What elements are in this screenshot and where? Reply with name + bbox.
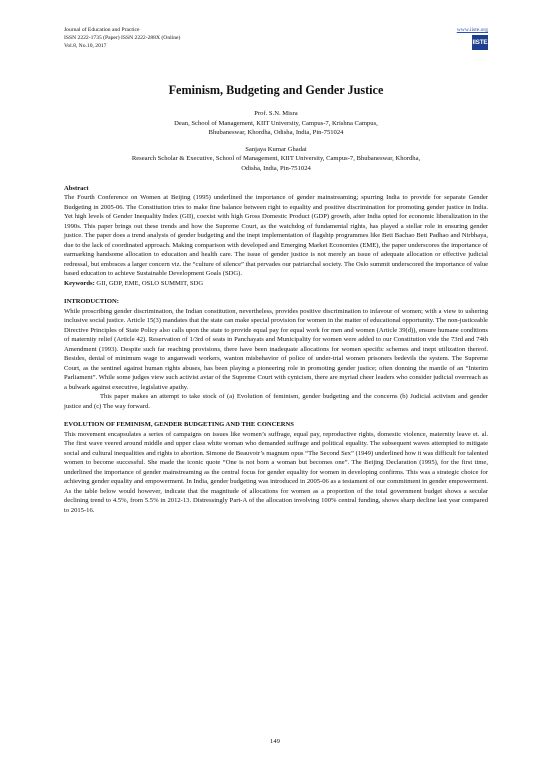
author-affiliation: Research Scholar & Executive, School of Management, KIIT University, Campus-7, Bhubaneswar, Khordha,	[131, 155, 421, 163]
author-block-1	[64, 109, 488, 138]
keywords-line	[64, 279, 488, 289]
author-block-2	[64, 145, 488, 174]
abstract-text: The Fourth Conference on Women at Beijing (1995) underlined the importance of gender mainstreaming; spurring India to provide for separate Gender Budgeting in 2005-06. The Constitution tries to make fine balance between right to equality and positive discrimination for promoting gender justice in India. Yet high levels of Gender Inequality Index (GII), coexist with high Gross Domestic Product (GDP) growth, after India opted for economic liberalization in the 1990s. This paper brings out these trends and how the Supreme Court, as the watchdog of fundamental rights, has played a stellar role in ensuring gender justice. The paper does a trend analysis of gender budgeting and the inept implementation of flagship programmes like Beti Bachao Beti Padhao and Nirbhaya, due to the lack of coordinated approach. Making comparison with developed and Emerging Market Economies (EME), the paper underscores the importance of earmarking handsome allocation to education and health care. The issue of gender justice is not merely an issue of adequate allocation or effective judicial redressal, but embraces a larger concern viz. the “culture of silence” that pervades our patriarchal society. The Oslo summit underscored the importance of value based education to achieve Sustainable Development Goals (SDG).	[64, 194, 488, 278]
page-number: 149	[270, 738, 280, 745]
introduction-heading: INTRODUCTION:	[64, 298, 119, 306]
paper-page	[64, 26, 488, 515]
journal-name: Journal of Education and Practice	[64, 27, 140, 33]
author-name: Sanjaya Kumar Ghadai	[245, 145, 307, 153]
author-affiliation: Odisha, India, Pin-751024	[241, 164, 311, 172]
author-affiliation: Dean, School of Management, KIIT University, Campus-7, Krishna Campus,	[174, 119, 378, 127]
evolution-paragraph: This movement encapsulates a series of campaigns on issues like women’s suffrage, equal pay, reproductive rights, domestic violence, maternity leave et. al. The first wave veered around middle and upper class white woman who demanded suffrage and political equality. The subsequent waves attempted to mitigate social and cultural inequalities and rights to abortion. Simone de Beauvoir’s magnum opus “The Second Sex” (1949) underlined how it was difficult for talented women to become successful. She made the iconic quote “One is not born a woman but becomes one”. The Beijing Declaration (1995), for the first time, underlined the importance of gender mainstreaming as the central focus for gender equality for women in developing confirms. This was a strategic choice for achieving gender equality and empowerment. In India, gender budgeting was introduced in 2005-06 as a testament of our commitment in gender empowerment. As the table below would however, indicate that the magnitude of allocations for women as a proportion of the total government budget shows a secular declining trend to 4.5%, from 5.5% in 2012-13. Distressingly Part-A of the allocation involving 100% central funding, shows sharp decline last year compared to 2015-16.	[64, 430, 488, 514]
abstract-heading: Abstract	[64, 184, 89, 192]
journal-volume: Vol.8, No.10, 2017	[64, 43, 107, 50]
author-name: Prof. S.N. Misra	[254, 110, 298, 117]
journal-header	[64, 26, 488, 53]
introduction-paragraph: While proscribing gender discrimination, the Indian constitution, nevertheless, provides positive discrimination to infavour of women; with a view to ushering inclusive social justice. Article 15(3) mandates that the state can make special provision for women in the matter of educational opportunity. The non-justiceable Directive Principles of State Policy also calls upon the state to provide equal pay for equal work for men and women (Article 39(d)), ensure humane conditions of maternity relief (Article 42). Reservation of 1/3rd of seats in Panchayats and Municipality for women were added to our Constitution vide the 73rd and 74th Amendment (1993). Despite such far reaching provisions, there have been inadequate allocations for women specific schemes and inept utilization thereof. Besides, denial of minimum wage to anganwadi workers, wanton misbehavior of police of under-trial women prisoners bedevils the system. The Supreme Court, as the sentinel against human rights abuses, has been playing a pioneering role in promoting gender justice; often donning the mantle of an “Interim Parliament”. While some judges view such activist avtar of the Supreme Court with cynicism, there are myriad cheer leaders who consider judicial overreach as a bulwark against executive, legislative apathy.	[64, 307, 488, 391]
journal-issn: ISSN 2222-1735 (Paper) ISSN 2222-288X (Online)	[64, 35, 181, 42]
keywords-label: Keywords:	[64, 279, 95, 287]
iiste-logo: IISTE	[472, 35, 488, 50]
journal-url-link[interactable]: www.iiste.org	[456, 27, 488, 33]
paper-title: Feminism, Budgeting and Gender Justice	[168, 83, 384, 97]
evolution-heading: EVOLUTION OF FEMINISM, GENDER BUDGETING AND THE CONCERNS	[64, 421, 294, 429]
author-affiliation: Bhubaneswar, Khordha, Odisha, India, Pin-751024	[208, 129, 344, 137]
keywords-list: GII, GDP, EME, OSLO SUMMIT, SDG	[94, 279, 204, 287]
introduction-paragraph: This paper makes an attempt to take stock of (a) Evolution of feminism, gender budgeting and the concerns (b) Judicial activism and gender justice and (c) The way forward.	[64, 393, 488, 410]
